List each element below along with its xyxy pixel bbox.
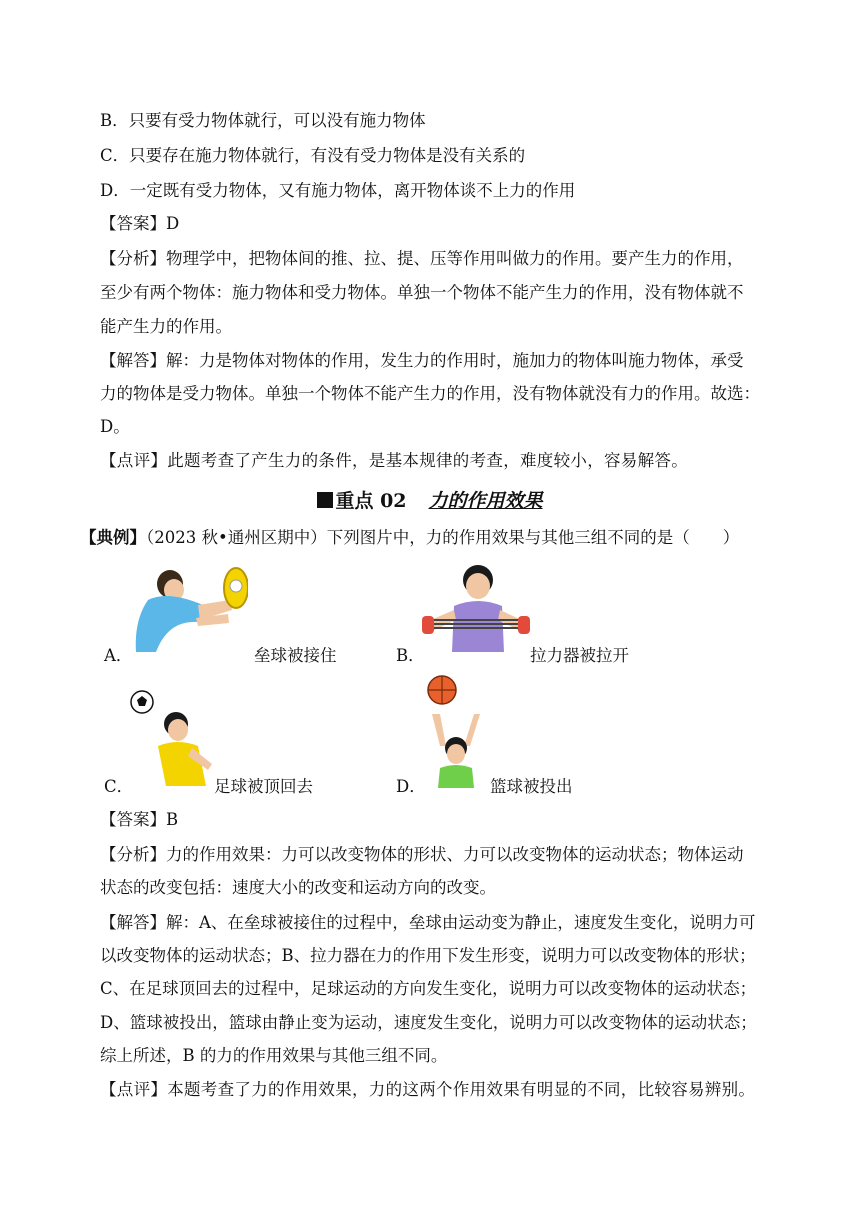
q1-analysis-line-2: 至少有两个物体：施力物体和受力物体。单独一个物体不能产生力的作用，没有物体就不 [100,283,744,302]
example-stem-text: （2023 秋•通州区期中）下列图片中，力的作用效果与其他三组不同的是（ ） [146,528,740,547]
example-comment: 【点评】本题考查了力的作用效果，力的这两个作用效果有明显的不同，比较容易辨别。 [100,1080,756,1099]
example-solution-line-2: 以改变物体的运动状态；B、拉力器在力的作用下发生形变，说明力可以改变物体的形状； [100,946,756,965]
option-d-caption: 篮球被投出 [490,777,573,796]
example-stem [80,527,800,549]
example-answer: 【答案】B [100,810,179,829]
q1-answer: 【答案】D [100,214,180,233]
section-number: 重点 02 [335,490,407,512]
soccer-header-icon [128,688,218,788]
option-d-label: D． [396,777,426,796]
basketball-throw-icon [418,674,494,788]
square-bullet-icon [317,492,333,508]
q1-comment: 【点评】此题考查了产生力的条件，是基本规律的考查，难度较小，容易解答。 [100,451,688,470]
q1-solution-line-1: 【解答】解：力是物体对物体的作用，发生力的作用时，施加力的物体叫施力物体，承受 [100,351,744,370]
q1-solution-line-3: D。 [100,417,130,436]
option-a-label: A． [104,646,133,665]
option-c-text: C．只要存在施力物体就行，有没有受力物体是没有关系的 [100,146,526,165]
q1-analysis-line-3: 能产生力的作用。 [100,317,232,336]
example-tag: 【典例】 [80,528,146,547]
example-analysis-line-2: 状态的改变包括：速度大小的改变和运动方向的改变。 [100,878,496,897]
option-c-caption: 足球被顶回去 [214,777,313,796]
example-analysis-line-1: 【分析】力的作用效果：力可以改变物体的形状、力可以改变物体的运动状态；物体运动 [100,845,744,864]
option-d-text: D．一定既有受力物体，又有施力物体，离开物体谈不上力的作用 [100,181,576,200]
option-b-label: B． [396,646,425,665]
example-solution-line-4: D、篮球被投出，篮球由静止变为运动，速度发生变化，说明力可以改变物体的运动状态； [100,1013,757,1032]
q1-analysis-line-1: 【分析】物理学中，把物体间的推、拉、提、压等作用叫做力的作用。要产生力的作用， [100,249,744,268]
option-b-text: B．只要有受力物体就行，可以没有施力物体 [100,111,426,130]
example-solution-line-5: 综上所述，B 的力的作用效果与其他三组不同。 [100,1046,448,1065]
option-b-caption: 拉力器被拉开 [530,646,629,665]
q1-solution-line-2: 力的物体是受力物体。单独一个物体不能产生力的作用，没有物体就没有力的作用。故选： [100,384,760,403]
example-solution-line-3: C、在足球顶回去的过程中，足球运动的方向发生变化，说明力可以改变物体的运动状态； [100,979,757,998]
chest-expander-icon [420,562,532,654]
baseball-catch-icon [128,560,248,658]
option-a-caption: 垒球被接住 [254,646,337,665]
section-heading [0,486,860,513]
option-c-label: C． [104,777,134,796]
example-solution-line-1: 【解答】解：A、在垒球被接住的过程中，垒球由运动变为静止，速度发生变化，说明力可 [100,913,756,932]
section-title: 力的作用效果 [428,490,543,512]
